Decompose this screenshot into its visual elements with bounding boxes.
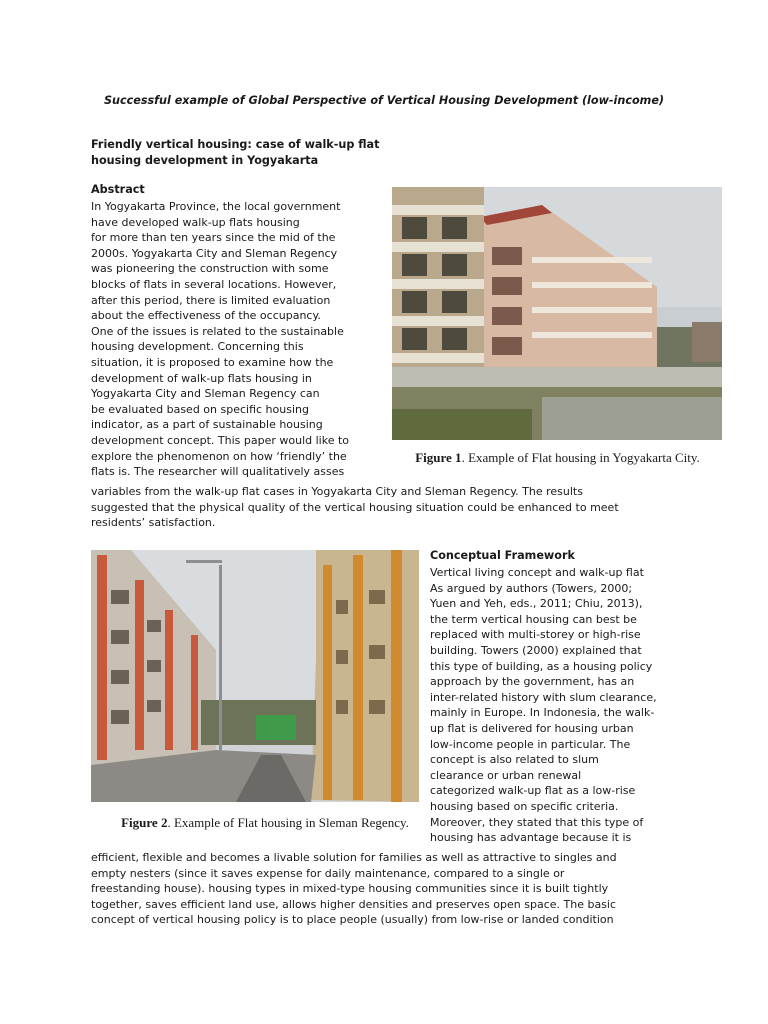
text-line: Yogyakarta City and Sleman Regency can (91, 387, 320, 401)
text-line: mainly in Europe. In Indonesia, the walk- (430, 706, 655, 720)
text-line: the term vertical housing can best be (430, 612, 637, 626)
abstract-text (91, 199, 381, 480)
abstract-text-continued (91, 484, 691, 531)
paper-subtitle: Friendly vertical housing: case of walk-up flat housing development in Yogyakarta (91, 138, 380, 167)
text-line: explore the phenomenon on how ‘friendly’ the (91, 449, 347, 463)
conceptual-framework-text (430, 565, 690, 846)
text-line: concept is also related to slum (430, 753, 599, 767)
text-line: empty nesters (since it saves expense for daily maintenance, compared to a single or (91, 866, 565, 880)
text-line: for more than ten years since the mid of the (91, 231, 336, 245)
text-line: be evaluated based on specific housing (91, 402, 309, 416)
conceptual-framework-heading: Conceptual Framework (430, 549, 575, 562)
text-line: housing based on specific criteria. (430, 799, 619, 813)
text-line: concept of vertical housing policy is to place people (usually) from low-rise or landed condition (91, 913, 614, 927)
text-line: freestanding house). housing types in mixed-type housing communities since it is built tightly (91, 882, 609, 896)
text-line: replaced with multi-storey or high-rise (430, 628, 641, 642)
text-line: flats is. The researcher will qualitatively asses (91, 465, 345, 479)
text-line: efficient, flexible and becomes a livable solution for families as well as attractive to singles and (91, 851, 617, 864)
text-line: clearance or urban renewal (430, 768, 582, 782)
text-line: was pioneering the construction with some (91, 262, 329, 276)
text-line: blocks of flats in several locations. However, (91, 277, 337, 291)
text-line: In Yogyakarta Province, the local government (91, 200, 341, 213)
figure-1-label: Figure 1 (415, 450, 462, 465)
conceptual-framework-text-continued (91, 850, 691, 928)
figure-2-image (91, 550, 419, 802)
text-line: 2000s. Yogyakarta City and Sleman Regency (91, 246, 338, 260)
text-line: indicator, as a part of sustainable housing (91, 418, 323, 432)
text-line: development of walk-up flats housing in (91, 371, 312, 385)
text-line: building. Towers (2000) explained that (430, 643, 642, 657)
text-line: housing has advantage because it is (430, 831, 632, 845)
text-line: suggested that the physical quality of the vertical housing situation could be enhanced to meet (91, 500, 619, 514)
figure-1-caption-text: . Example of Flat housing in Yogyakarta City. (461, 450, 700, 465)
text-line: As argued by authors (Towers, 2000; (430, 581, 633, 595)
text-line: inter-related history with slum clearance, (430, 690, 657, 704)
figure-2-label: Figure 2 (121, 815, 168, 830)
figure-2-caption (120, 815, 410, 831)
abstract-heading: Abstract (91, 183, 145, 196)
text-line: up flat is delivered for housing urban (430, 721, 634, 735)
page-title: Successful example of Global Perspective of Vertical Housing Development (low-income) (103, 94, 665, 107)
figure-1-caption (405, 450, 710, 466)
figure-1-image (392, 187, 722, 440)
text-line: Moreover, they stated that this type of (430, 815, 644, 829)
text-line: development concept. This paper would like to (91, 433, 350, 447)
text-line: low-income people in particular. The (430, 737, 631, 751)
text-line: Yuen and Yeh, eds., 2011; Chiu, 2013), (430, 597, 643, 611)
text-line: this type of building, as a housing policy (430, 659, 653, 673)
text-line: housing development. Concerning this (91, 340, 304, 354)
text-line: together, saves efficient land use, allows higher densities and preserves open space. The basic (91, 897, 617, 911)
text-line: categorized walk-up flat as a low-rise (430, 784, 636, 798)
text-line: One of the issues is related to the sustainable (91, 324, 344, 338)
text-line: situation, it is proposed to examine how the (91, 355, 334, 369)
text-line: variables from the walk-up flat cases in Yogyakarta City and Sleman Regency. The results (91, 485, 583, 498)
text-line: after this period, there is limited evaluation (91, 293, 331, 307)
figure-2-caption-text: . Example of Flat housing in Sleman Regency. (167, 815, 409, 830)
text-line: residents’ satisfaction. (91, 516, 216, 530)
text-line: Vertical living concept and walk-up flat (430, 566, 644, 579)
text-line: approach by the government, has an (430, 675, 635, 689)
text-line: about the effectiveness of the occupancy. (91, 309, 321, 323)
text-line: have developed walk-up flats housing (91, 215, 300, 229)
